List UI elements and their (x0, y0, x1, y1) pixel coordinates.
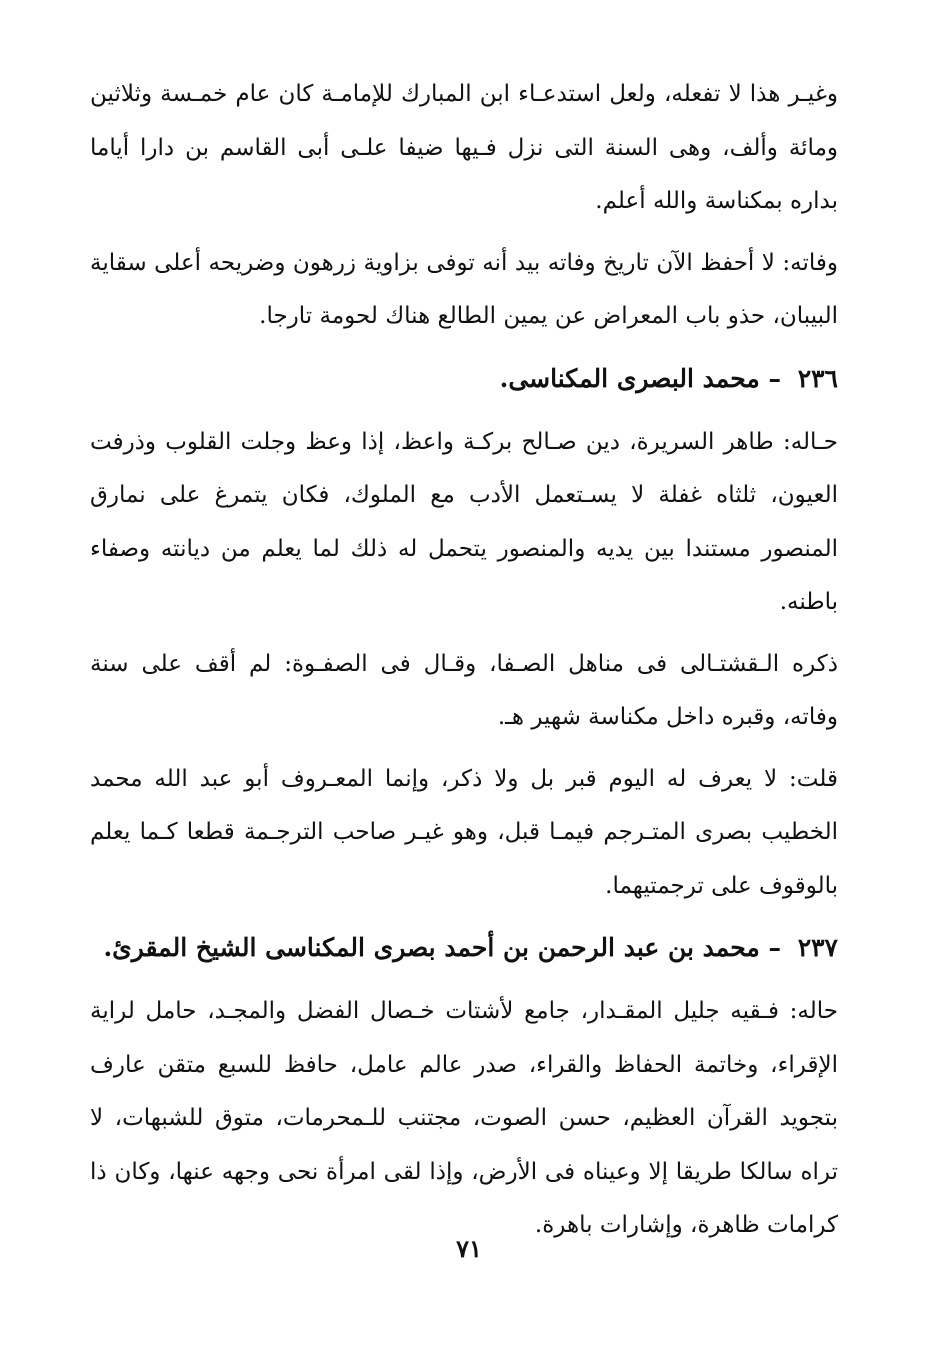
entry-title-237: – محمد بن عبد الرحمن بن أحمد بصرى المكناسى الشيخ المقرئ. (103, 933, 781, 962)
paragraph-continuation: وغيـر هذا لا تفعله، ولعل استدعـاء ابن المبارك للإمامـة كان عام خمـسة وثلاثين ومائة وألف، وهى السنة التى نزل فـيها ضيفا علـى أبى القاسم بن دارا أياما بداره بمكناسة والله أعلم. (90, 81, 838, 214)
entry-title-236: – محمد البصرى المكناسى. (499, 363, 781, 393)
entry-heading-237 (90, 921, 838, 975)
entry-number-237: ٢٣٧ (797, 933, 838, 962)
paragraph-biography-237: حاله: فـقيه جليل المقـدار، جامع لأشتات خـصال الفضل والمجـد، حامل لراية الإقراء، وخاتمة الحفاظ والقراء، صدر عالم عامل، حافظ للسبع متقن عارف بتجويد القرآن العظيم، حسن الصوت، مجتنب للـمحرمات، متوق للشبهات، لا تراه سالكا طريقا إلا وعيناه فى الأرض، وإذا لقى امرأة نحى وجهه عنها، وكان ذا كرامات ظاهرة، وإشارات باهرة. (90, 998, 838, 1238)
paragraph-note-236: قلت: لا يعرف له اليوم قبر بل ولا ذكر، وإنما المعـروف أبو عبد الله محمد الخطيب بصرى المتـرجم فيمـا قبل، وهو غيـر صاحب الترجـمة قطعا كـما يعلم بالوقوف على ترجمتيهما. (90, 765, 838, 899)
entry-number-236: ٢٣٦ (797, 363, 838, 393)
page-number: ٧١ (456, 1234, 482, 1263)
entry-heading-236 (90, 352, 838, 406)
paragraph-death-235: وفاته: لا أحفظ الآن تاريخ وفاته بيد أنه توفى بزاوية زرهون وضريحه أعلى سقاية البيبان، حذو باب المعراض عن يمين الطالع هناك لحومة تارجا. (90, 249, 839, 329)
paragraph-biography-236: حـاله: طاهر السريرة، دين صـالح بركـة واعظ، إذا وعظ وجلت القلوب وذرفت العيون، ثلثاه غفلة لا يسـتعمل الأدب مع الملوك، فكان يتمرغ على نمارق المنصور مستندا بين يديه والمنصور يتحمل له ذلك لما يعلم من ديانته وصفاء باطنه. (90, 428, 838, 615)
page-body (90, 68, 838, 1261)
paragraph-source-236: ذكره الـقشتـالى فى مناهل الصـفا، وقـال فى الصفـوة: لم أقف على سنة وفاته، وقبره داخل مكناسة شهير هـ. (90, 650, 838, 730)
